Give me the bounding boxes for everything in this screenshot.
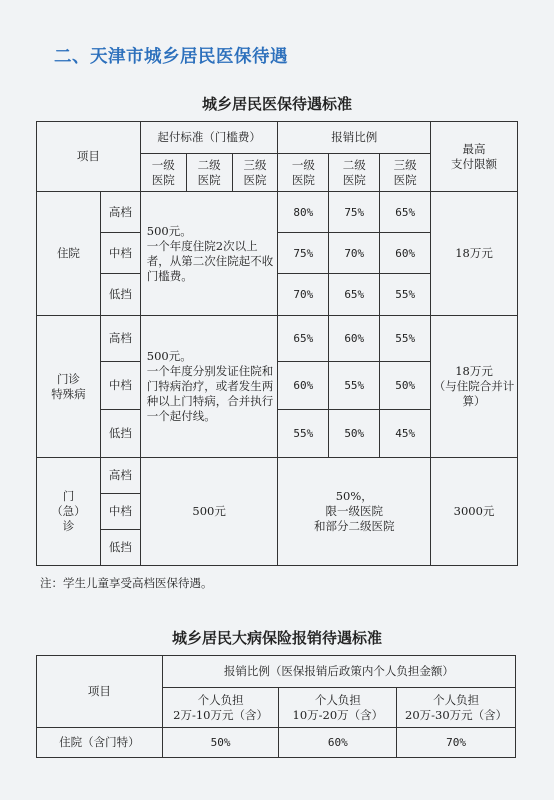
rate-cell: 50% bbox=[380, 362, 431, 410]
rate-cell: 55% bbox=[380, 274, 431, 316]
table2-col-header: 个人负担 20万-30万元（含） bbox=[397, 688, 516, 728]
outpatient-max: 3000元 bbox=[431, 458, 518, 566]
tier-label: 低挡 bbox=[100, 274, 140, 316]
inpatient-deductible: 500元。 一个年度住院2次以上者，从第二次住院起不收门槛费。 bbox=[140, 192, 278, 316]
level-label: 三级 医院 bbox=[380, 154, 431, 192]
table2-value: 60% bbox=[279, 728, 397, 758]
footnote: 注：学生儿童享受高档医保待遇。 bbox=[40, 576, 213, 590]
tier-label: 高档 bbox=[100, 192, 140, 233]
header-item: 项目 bbox=[37, 122, 141, 192]
rate-cell: 80% bbox=[278, 192, 329, 233]
table2-value: 50% bbox=[162, 728, 279, 758]
level-label: 二级 医院 bbox=[186, 154, 232, 192]
table2-header-ratio: 报销比例（医保报销后政策内个人负担金额） bbox=[162, 656, 515, 688]
table2-col-header: 个人负担 10万-20万（含） bbox=[279, 688, 397, 728]
header-max: 最高 支付限额 bbox=[431, 122, 518, 192]
rate-cell: 50% bbox=[329, 410, 380, 458]
table2-row-label: 住院（含门特） bbox=[37, 728, 163, 758]
rate-cell: 65% bbox=[329, 274, 380, 316]
row-label-special: 门诊 特殊病 bbox=[37, 316, 101, 458]
tier-label: 高档 bbox=[100, 316, 140, 362]
outpatient-deductible: 500元 bbox=[140, 458, 278, 566]
rate-cell: 55% bbox=[380, 316, 431, 362]
tier-label: 低挡 bbox=[100, 410, 140, 458]
critical-illness-table bbox=[36, 655, 516, 758]
level-label: 一级 医院 bbox=[278, 154, 329, 192]
header-deductible: 起付标准（门槛费） bbox=[140, 122, 278, 154]
table1-title: 城乡居民医保待遇标准 bbox=[201, 95, 352, 113]
rate-cell: 55% bbox=[278, 410, 329, 458]
rate-cell: 65% bbox=[380, 192, 431, 233]
inpatient-max: 18万元 bbox=[431, 192, 518, 316]
rate-cell: 60% bbox=[278, 362, 329, 410]
rate-cell: 60% bbox=[329, 316, 380, 362]
outpatient-rate: 50%， 限一级医院 和部分二级医院 bbox=[278, 458, 431, 566]
table2-header-item: 项目 bbox=[37, 656, 163, 728]
tier-label: 高档 bbox=[100, 458, 140, 494]
table2-col-header: 个人负担 2万-10万元（含） bbox=[162, 688, 279, 728]
medical-insurance-table bbox=[36, 121, 518, 566]
rate-cell: 55% bbox=[329, 362, 380, 410]
row-label-inpatient: 住院 bbox=[37, 192, 101, 316]
tier-label: 中档 bbox=[100, 233, 140, 274]
tier-label: 低挡 bbox=[100, 530, 140, 566]
rate-cell: 60% bbox=[380, 233, 431, 274]
level-label: 一级 医院 bbox=[140, 154, 186, 192]
rate-cell: 70% bbox=[278, 274, 329, 316]
level-label: 二级 医院 bbox=[329, 154, 380, 192]
header-ratio: 报销比例 bbox=[278, 122, 431, 154]
special-max: 18万元 （与住院合并计算） bbox=[431, 316, 518, 458]
rate-cell: 75% bbox=[329, 192, 380, 233]
tier-label: 中档 bbox=[100, 494, 140, 530]
rate-cell: 65% bbox=[278, 316, 329, 362]
level-label: 三级 医院 bbox=[232, 154, 278, 192]
rate-cell: 75% bbox=[278, 233, 329, 274]
section-heading: 二、天津市城乡居民医保待遇 bbox=[54, 47, 288, 67]
table2-value: 70% bbox=[397, 728, 516, 758]
rate-cell: 70% bbox=[329, 233, 380, 274]
tier-label: 中档 bbox=[100, 362, 140, 410]
row-label-outpatient: 门 （急） 诊 bbox=[37, 458, 101, 566]
table2-title: 城乡居民大病保险报销待遇标准 bbox=[171, 629, 382, 647]
rate-cell: 45% bbox=[380, 410, 431, 458]
special-deductible: 500元。 一个年度分别发证住院和门特病治疗，或者发生两种以上门特病，合并执行一个起付线。 bbox=[140, 316, 278, 458]
